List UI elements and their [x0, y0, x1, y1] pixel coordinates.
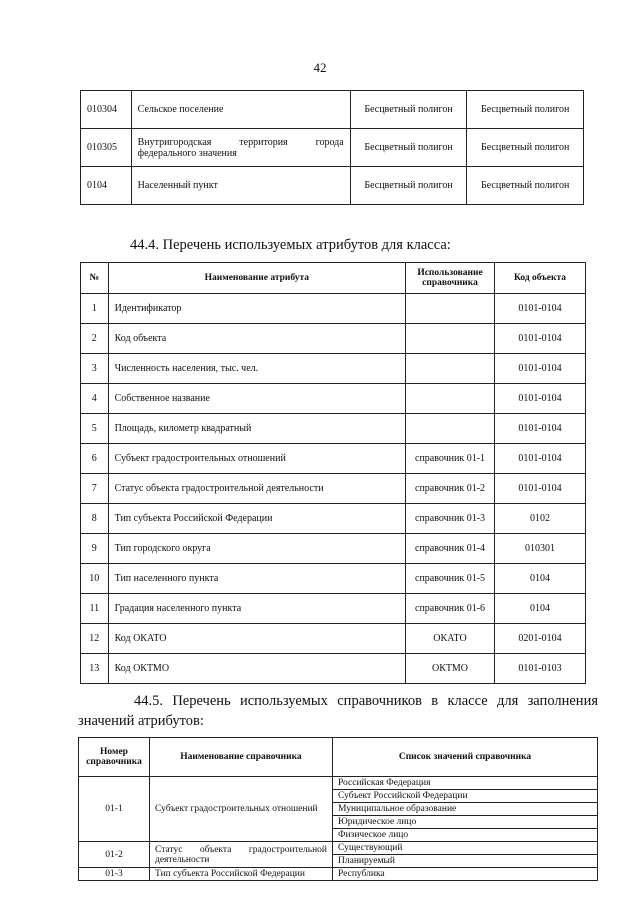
attr-num: 10 [81, 564, 109, 594]
col-header-dir-values: Список значений справочника [333, 738, 598, 777]
attr-name: Тип населенного пункта [108, 564, 405, 594]
attr-name: Статус объекта градостроительной деятельности [108, 474, 405, 504]
attr-num: 12 [81, 624, 109, 654]
table-row [81, 564, 586, 594]
attr-name: Тип субъекта Российской Федерации [108, 504, 405, 534]
col-header-name: Наименование атрибута [108, 263, 405, 294]
attr-code: 0104 [494, 564, 585, 594]
attr-code: 0101-0104 [494, 414, 585, 444]
col-header-directory: Использование справочника [406, 263, 495, 294]
attr-directory: справочник 01-1 [406, 444, 495, 474]
table-row [79, 868, 598, 881]
table-row [81, 91, 584, 129]
table-row [81, 167, 584, 205]
dir-value: Планируемый [333, 855, 598, 868]
dir-value: Физическое лицо [333, 829, 598, 842]
attr-directory [406, 324, 495, 354]
dir-value: Существующий [333, 842, 598, 855]
object-style: Бесцветный полигон [467, 129, 584, 167]
object-style: Бесцветный полигон [350, 167, 467, 205]
attr-code: 0201-0104 [494, 624, 585, 654]
dir-value: Российская Федерация [333, 777, 598, 790]
object-class-table [80, 90, 584, 205]
table-row [81, 534, 586, 564]
object-name: Внутригородская территория города федерального значения [131, 129, 350, 167]
attr-directory: справочник 01-4 [406, 534, 495, 564]
attr-code: 0101-0104 [494, 324, 585, 354]
attr-directory: справочник 01-3 [406, 504, 495, 534]
object-name: Сельское поселение [131, 91, 350, 129]
dir-name: Статус объекта градостроительной деятельности [150, 842, 333, 868]
attr-name: Собственное название [108, 384, 405, 414]
attr-num: 13 [81, 654, 109, 684]
attr-code: 0101-0103 [494, 654, 585, 684]
dir-value: Субъект Российской Федерации [333, 790, 598, 803]
attr-name: Площадь, километр квадратный [108, 414, 405, 444]
attr-code: 0101-0104 [494, 294, 585, 324]
attr-code: 0102 [494, 504, 585, 534]
table-row [81, 294, 586, 324]
attr-num: 3 [81, 354, 109, 384]
object-code: 010304 [81, 91, 132, 129]
attr-num: 7 [81, 474, 109, 504]
table-row [81, 474, 586, 504]
table-row [81, 354, 586, 384]
attr-name: Код ОКТМО [108, 654, 405, 684]
col-header-num: № [81, 263, 109, 294]
attr-directory [406, 384, 495, 414]
attr-name: Численность населения, тыс. чел. [108, 354, 405, 384]
dir-value: Юридическое лицо [333, 816, 598, 829]
attr-name: Тип городского округа [108, 534, 405, 564]
table-row [79, 777, 598, 790]
attr-name: Градация населенного пункта [108, 594, 405, 624]
attr-name: Код объекта [108, 324, 405, 354]
section-heading-44-5: 44.5. Перечень используемых справочников в классе для заполнения значений атрибутов: [78, 693, 598, 729]
attr-code: 0101-0104 [494, 444, 585, 474]
attr-num: 1 [81, 294, 109, 324]
attr-code: 0104 [494, 594, 585, 624]
object-style: Бесцветный полигон [350, 129, 467, 167]
page-number: 42 [313, 60, 327, 75]
table-row [81, 654, 586, 684]
attr-name: Код ОКАТО [108, 624, 405, 654]
dir-name: Субъект градостроительных отношений [150, 777, 333, 842]
attr-num: 6 [81, 444, 109, 474]
attr-num: 2 [81, 324, 109, 354]
attr-directory: справочник 01-6 [406, 594, 495, 624]
dir-code: 01-3 [79, 868, 150, 881]
attr-code: 010301 [494, 534, 585, 564]
attr-directory: справочник 01-5 [406, 564, 495, 594]
section-heading-44-4: 44.4. Перечень используемых атрибутов для класса: [130, 237, 451, 253]
attr-directory [406, 294, 495, 324]
attr-num: 9 [81, 534, 109, 564]
table-row [81, 414, 586, 444]
dir-name: Тип субъекта Российской Федерации [150, 868, 333, 881]
table-header-row [81, 263, 586, 294]
table-row [81, 444, 586, 474]
object-style: Бесцветный полигон [467, 167, 584, 205]
attr-name: Идентификатор [108, 294, 405, 324]
col-header-code: Код объекта [494, 263, 585, 294]
table-row [81, 624, 586, 654]
table-row [79, 842, 598, 855]
col-header-dir-code: Номер справочника [79, 738, 150, 777]
attr-directory: справочник 01-2 [406, 474, 495, 504]
table-row [81, 384, 586, 414]
table-row [81, 594, 586, 624]
object-style: Бесцветный полигон [467, 91, 584, 129]
table-row [81, 129, 584, 167]
dir-code: 01-2 [79, 842, 150, 868]
attr-code: 0101-0104 [494, 354, 585, 384]
attr-num: 8 [81, 504, 109, 534]
attr-directory: ОКТМО [406, 654, 495, 684]
object-code: 0104 [81, 167, 132, 205]
dir-value: Республика [333, 868, 598, 881]
table-header-row [79, 738, 598, 777]
object-style: Бесцветный полигон [350, 91, 467, 129]
object-name: Населенный пункт [131, 167, 350, 205]
attr-num: 11 [81, 594, 109, 624]
object-code: 010305 [81, 129, 132, 167]
attr-directory [406, 414, 495, 444]
col-header-dir-name: Наименование справочника [150, 738, 333, 777]
attr-directory [406, 354, 495, 384]
attr-num: 4 [81, 384, 109, 414]
directories-table [78, 737, 598, 881]
table-row [81, 504, 586, 534]
attributes-table-body [81, 294, 586, 684]
attributes-table [80, 262, 586, 684]
attr-name: Субъект градостроительных отношений [108, 444, 405, 474]
attr-num: 5 [81, 414, 109, 444]
attr-code: 0101-0104 [494, 474, 585, 504]
attr-code: 0101-0104 [494, 384, 585, 414]
table-row [81, 324, 586, 354]
attr-directory: ОКАТО [406, 624, 495, 654]
dir-code: 01-1 [79, 777, 150, 842]
dir-value: Муниципальное образование [333, 803, 598, 816]
